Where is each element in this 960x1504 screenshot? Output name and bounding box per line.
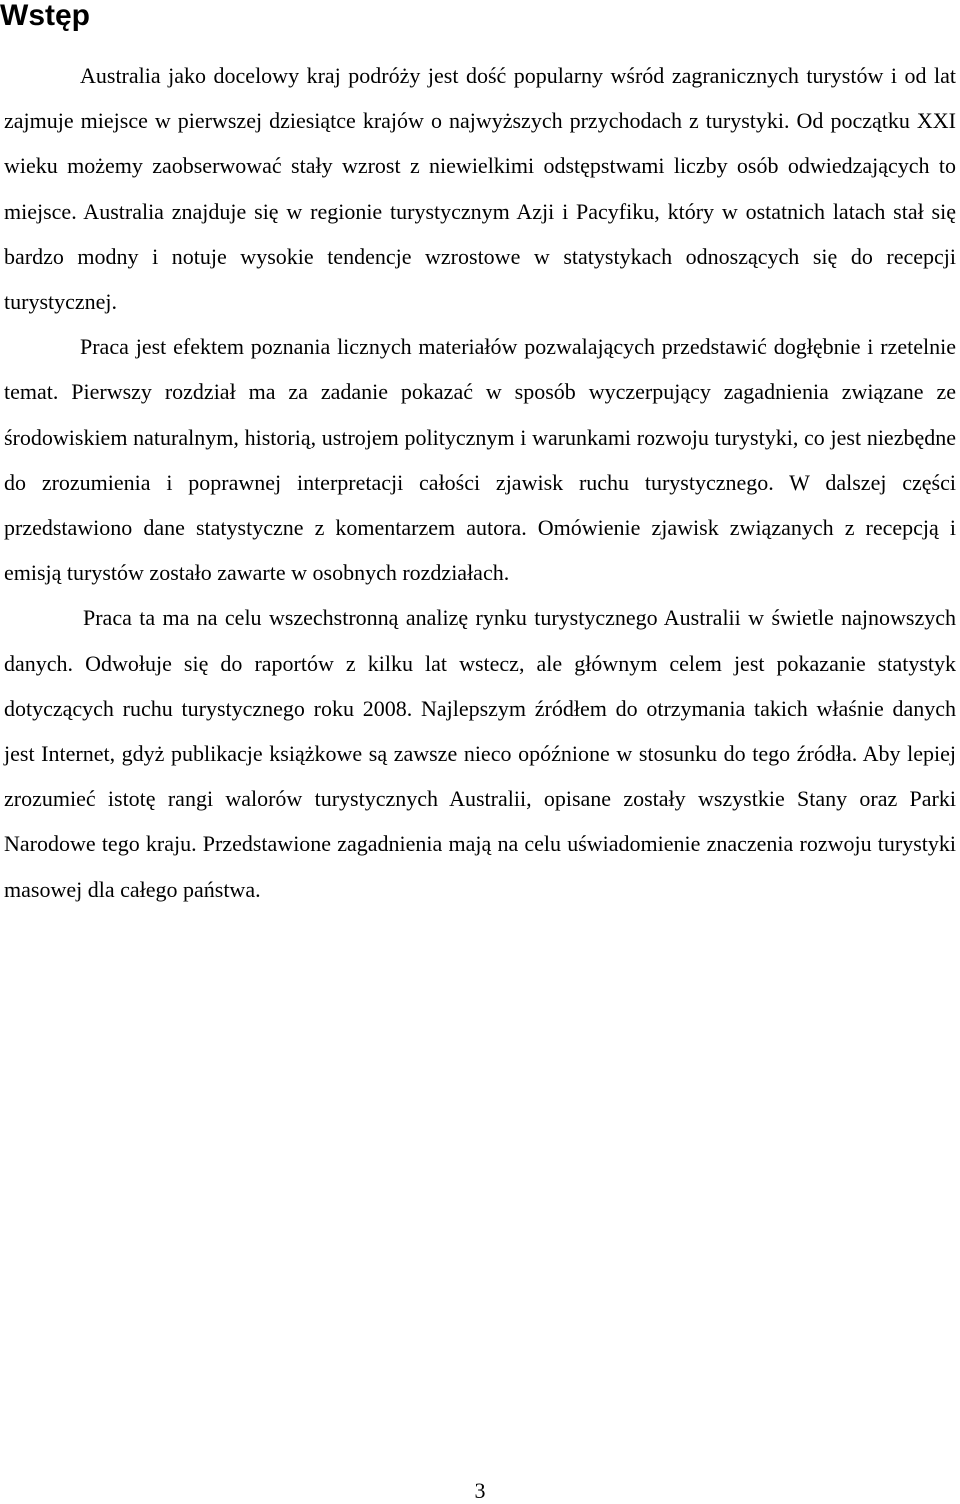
page-heading: Wstęp [0, 0, 90, 32]
paragraph-aim: Praca ta ma na celu wszechstronną analizę rynku turystycznego Australii w świetle najnowszych danych. Odwołuje się do raportów z kilku lat wstecz, ale głównym celem jest pokazanie statystyk dotyczących ruchu turystycznego roku 2008. Najlepszym źródłem do otrzymania takich właśnie danych jest Internet, gdyż publikacje książkowe są zawsze nieco opóźnione w stosunku do tego źródła. Aby lepiej zrozumieć istotę rangi walorów turystycznych Australii, opisane zostały wszystkie Stany oraz Parki Narodowe tego kraju. Przedstawione zagadnienia mają na celu uświadomienie znaczenia rozwoju turystyki masowej dla całego państwa. [4, 605, 956, 902]
document-body [4, 53, 956, 912]
paragraph-intro: Australia jako docelowy kraj podróży jest dość popularny wśród zagranicznych turystów i od lat zajmuje miejsce w pierwszej dziesiątce krajów o najwyższych przychodach z turystyki. Od początku XXI wieku możemy zaobserwować stały wzrost z niewielkimi odstępstwami liczby osób odwiedzających to miejsce. Australia znajduje się w regionie turystycznym Azji i Pacyfiku, który w ostatnich latach stał się bardzo modny i notuje wysokie tendencje wzrostowe w statystykach odnoszących się do recepcji turystycznej. [4, 63, 956, 315]
paragraph-scope: Praca jest efektem poznania licznych materiałów pozwalających przedstawić dogłębnie i rzetelnie temat. Pierwszy rozdział ma za zadanie pokazać w sposób wyczerpujący zagadnienia związane ze środowiskiem naturalnym, historią, ustrojem politycznym i warunkami rozwoju turystyki, co jest niezbędne do zrozumienia i poprawnej interpretacji całości zjawisk ruchu turystycznego. W dalszej części przedstawiono dane statystyczne z komentarzem autora. Omówienie zjawisk związanych z recepcją i emisją turystów zostało zawarte w osobnych rozdziałach. [4, 334, 956, 586]
page-number: 3 [474, 1478, 486, 1503]
